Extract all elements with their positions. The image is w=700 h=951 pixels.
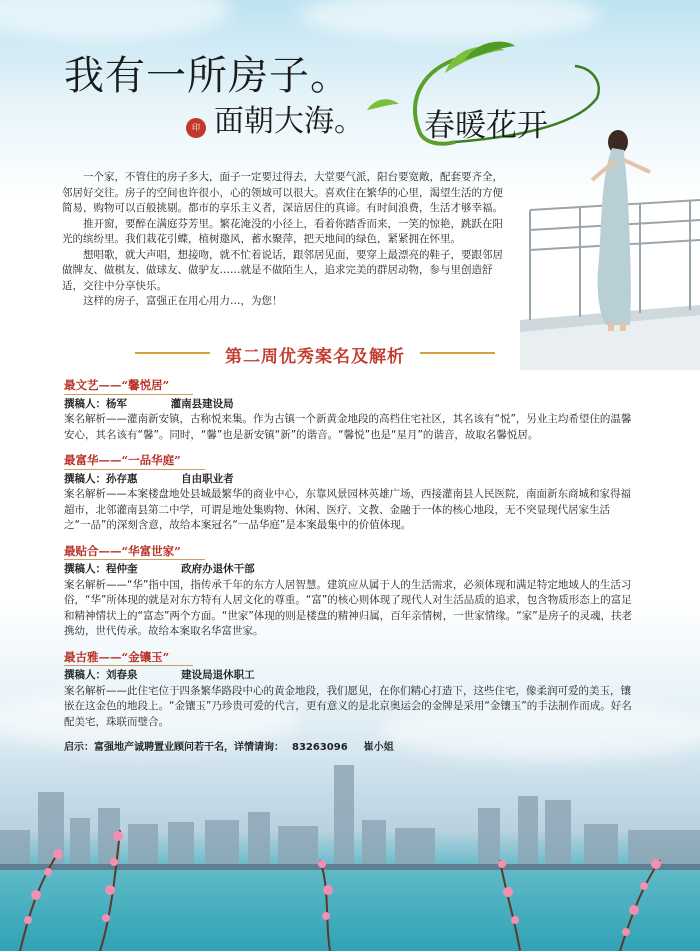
cloud [0, 0, 230, 40]
entry-author: 撰稿人：孙存惠 [64, 472, 138, 485]
cloud [300, 0, 600, 40]
entry-author-row [64, 562, 634, 578]
entry-title: 最文艺——“馨悦居” [64, 378, 193, 395]
woman-on-balcony-image [520, 120, 700, 370]
entry-item [64, 378, 634, 443]
entry-author: 撰稿人：杨军 [64, 397, 127, 410]
entry-description: 案名解析——“华”指中国，指传承千年的东方人居智慧。建筑应从属于人的生活需求，必须体现和满足特定地域人的生活习俗，“华”所体现的就是对东方特有人居文化的尊重。“富”的核心则体现了现代人对生活品质的追求，包含物质形态上的富足和精神情状上的“富态”两个方面。“世家”体现的则是楼盘的精神归属，百年亲情树，一世家情缘。“家”是房子的灵魂，扶老携幼，世代传承。故给本案取名华富世家。 [64, 578, 633, 637]
entry-author-row [64, 668, 634, 684]
intro-paragraph: 一个家，不管住的房子多大，面子一定要过得去，大堂要气派，阳台要宽敞，配套要齐全，邻居好交往。房子的空间也许很小，心的领域可以很大。喜欢住在繁华的心里，渴望生活的方便简易，购物可以百般挑剔。都市的享乐主义者，深谙居住的真谛。有时间浪费，生活才够幸福。 [62, 171, 503, 214]
entry-title: 最富华——“一品华庭” [64, 453, 205, 470]
peach-blossom-image [0, 820, 700, 951]
poster-title-line2: 面朝大海。 [214, 104, 364, 139]
intro-paragraph: 想唱歌，就大声唱，想接吻，就不忙着说话，跟邻居见面，要穿上最漂亮的鞋子，要跟邻居做牌友、做棋友、做球友、做驴友……就是不做陌生人，追求完美的群居动物，参与里创造舒适，交往中分享快乐。 [62, 248, 503, 292]
intro-paragraph: 推开窗，要醉在满庭芬芳里。繁花淹没的小径上，看着你踏香而来，一笑的惊艳，跳跃在阳光的缤纷里。我们栽花引蝶，植树邀风，蓄水聚萍，把天地间的绿色，紧紧拥在怀里。 [62, 217, 503, 245]
entry-org: 灌南县建设局 [170, 397, 234, 410]
entry-title: 最古雅——“金镶玉” [64, 650, 193, 667]
entry-description: 案名解析——本案楼盘地处县城最繁华的商业中心，东靠风景园林英雄广场，西接灌南县人民医院，南面新东商城和家得福超市，北邻灌南县第二中学，可谓是地处集购物、休闲、医疗、文教、金融于一体的核心地段，无不突显现代居家生活之“一品”的深刻含意，故给本案冠名“一品华庭”是本案最集中的价值体现。 [64, 488, 631, 531]
seal-stamp-icon: 印 [186, 118, 206, 138]
notice-contact: 崔小姐 [363, 742, 394, 753]
poster-title-line3: 春暖花开 [424, 108, 548, 144]
ornament-scroll-icon [420, 352, 495, 354]
recruitment-notice [64, 740, 634, 756]
notice-text: 启示：富强地产诚聘置业顾问若干名，详情请询： [64, 742, 284, 753]
entry-author-row [64, 397, 634, 413]
entry-description: 案名解析——此住宅位于四条繁华路段中心的黄金地段，我们愿见，在你们精心打造下，这些住宅，像柔润可爱的美玉，镶嵌在这金色的地段上。“金镶玉”乃珍贵可爱的代言，更有意义的是北京奥运会的金牌是采用“金镶玉”的手法制作而成。好名配美宅，珠联而璧合。 [64, 684, 632, 728]
entry-title: 最贴合——“华富世家” [64, 544, 205, 561]
entry-org: 自由职业者 [181, 472, 234, 485]
intro-paragraph: 这样的房子，富强正在用心用力…，为您！ [83, 295, 283, 307]
section-title-text: 第二周优秀案名及解析 [225, 347, 405, 367]
notice-phone: 83263096 [292, 742, 348, 753]
entry-item [64, 453, 634, 534]
entry-org: 政府办退休干部 [181, 563, 255, 575]
entry-author-row [64, 472, 634, 488]
entries-list [64, 378, 634, 756]
poster-title-line1: 我有一所房子。 [64, 53, 351, 99]
entry-item [64, 544, 634, 640]
section-title [135, 342, 495, 367]
entry-author: 撰稿人：程仲奎 [64, 563, 138, 575]
entry-item [64, 650, 634, 731]
intro-text [62, 170, 512, 310]
entry-org: 建设局退休职工 [181, 669, 255, 681]
entry-author: 撰稿人：刘春泉 [64, 669, 138, 681]
entry-description: 案名解析——灌南新安镇，古称悦来集。作为古镇一个新黄金地段的高档住宅社区，其名该有“悦”，另业主均希望住的温馨安心，其名该有“馨”。同时，“馨”也是新安镇“新”的谐音。“馨悦”也是“星月”的谐音，故取名馨悦居。 [64, 413, 632, 441]
